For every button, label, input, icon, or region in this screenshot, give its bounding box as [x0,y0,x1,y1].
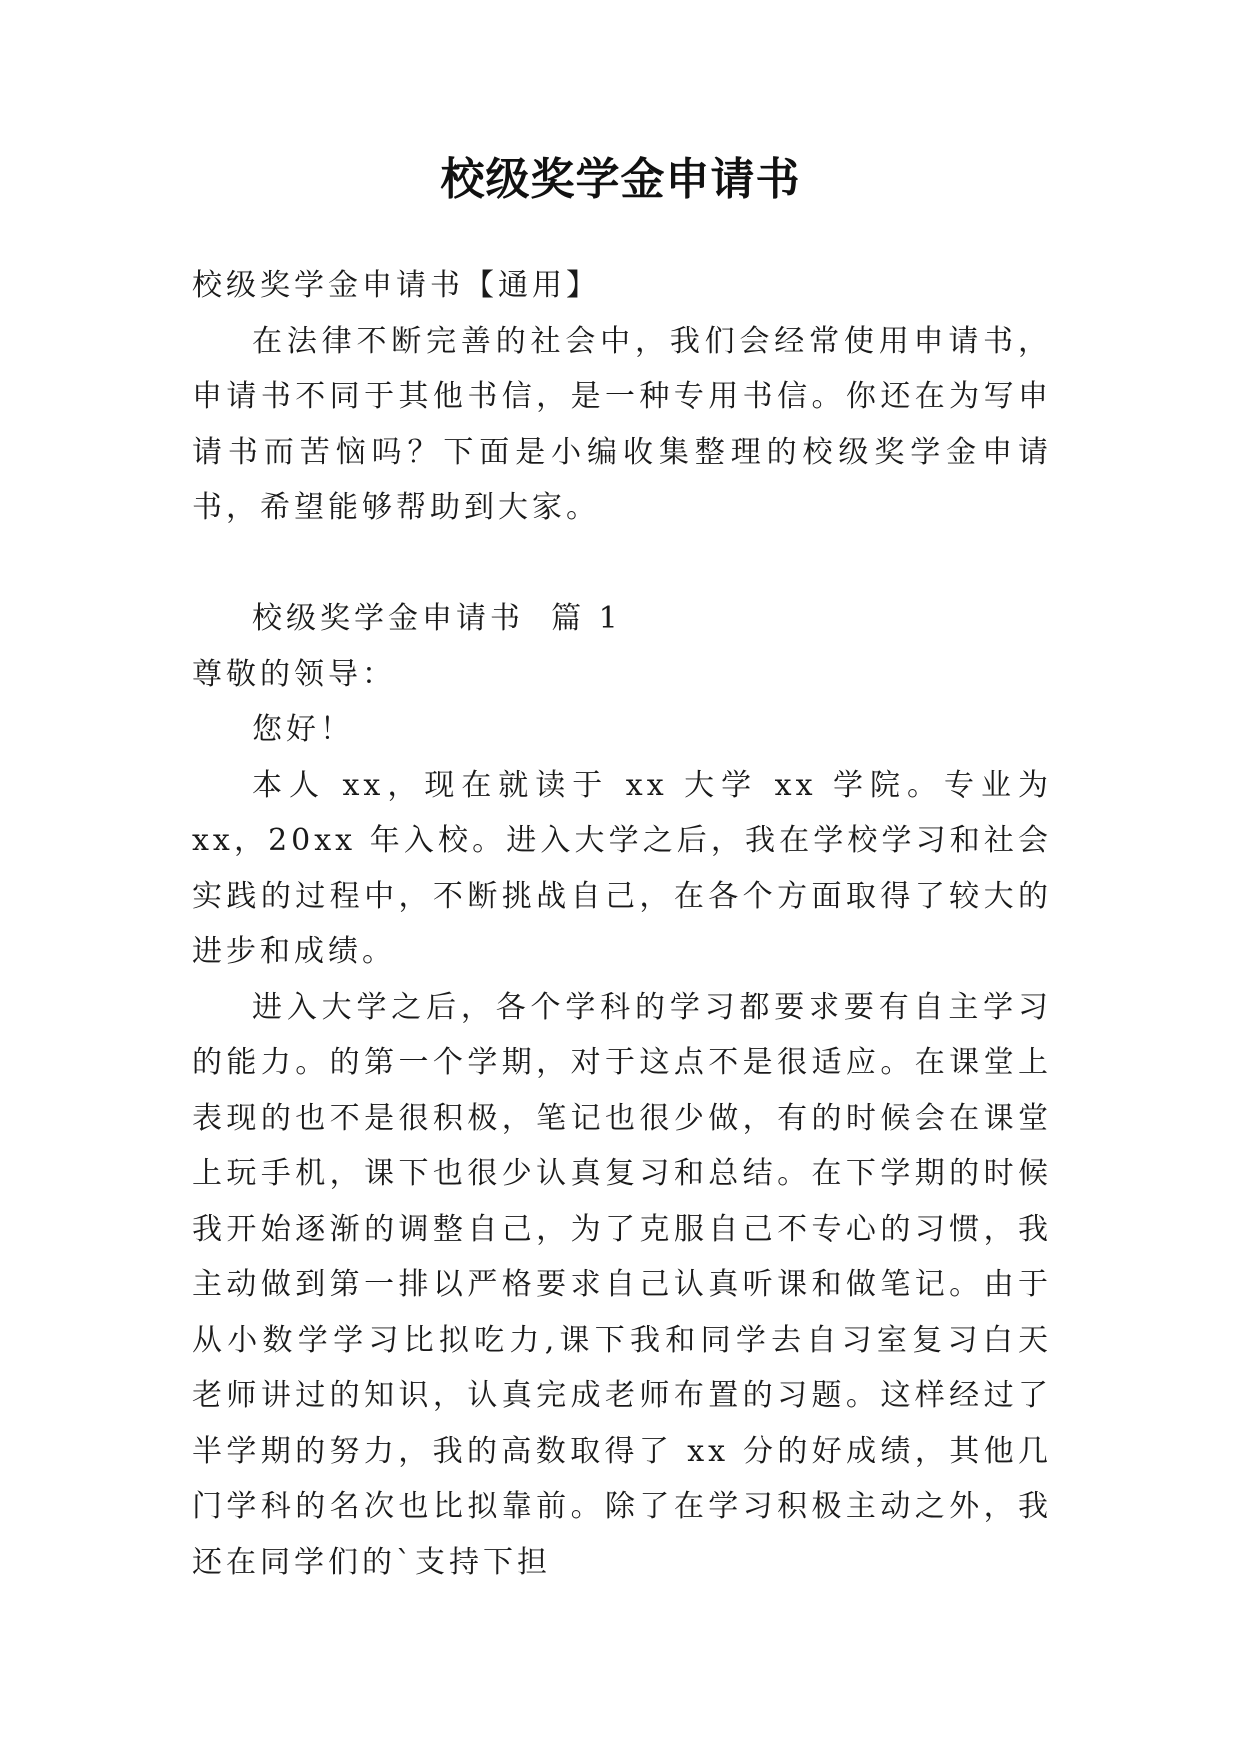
document-subtitle: 校级奖学金申请书【通用】 [192,268,600,303]
body-paragraph: 进入大学之后，各个学科的学习都要求要有自主学习的能力。的第一个学期，对于这点不是很适应。在课堂上表现的也不是很积极，笔记也很少做，有的时候会在课堂上玩手机，课下也很少认真复习和总结。在下学期的时候我开始逐渐的调整自己，为了克服自己不专心的习惯，我主动做到第一排以严格要求自己认真听课和做笔记。由于从小数学学习比拟吃力,课下我和同学去自习室复习白天老师讲过的知识，认真完成老师布置的习题。这样经过了半学期的努力，我的高数取得了 xx 分的好成绩，其他几门学科的名次也比拟靠前。除了在学习积极主动之外，我还在同学们的`支持下担 [192,989,1052,1580]
document-body [192,258,1052,1590]
paragraph-gap [192,536,1052,592]
greeting: 您好！ [252,712,354,747]
section-heading: 校级奖学金申请书 篇 1 [252,601,622,636]
intro-paragraph: 在法律不断完善的社会中，我们会经常使用申请书，申请书不同于其他书信，是一种专用书信。你还在为写申请书而苦恼吗？下面是小编收集整理的校级奖学金申请书，希望能够帮助到大家。 [192,323,1052,525]
salutation: 尊敬的领导： [192,656,396,692]
body-paragraph: 本人 xx，现在就读于 xx 大学 xx 学院。专业为 xx，20xx 年入校。进入大学之后，我在学校学习和社会实践的过程中，不断挑战自己，在各个方面取得了较大的进步和成绩。 [192,767,1052,969]
document-title: 校级奖学金申请书 [440,154,801,205]
